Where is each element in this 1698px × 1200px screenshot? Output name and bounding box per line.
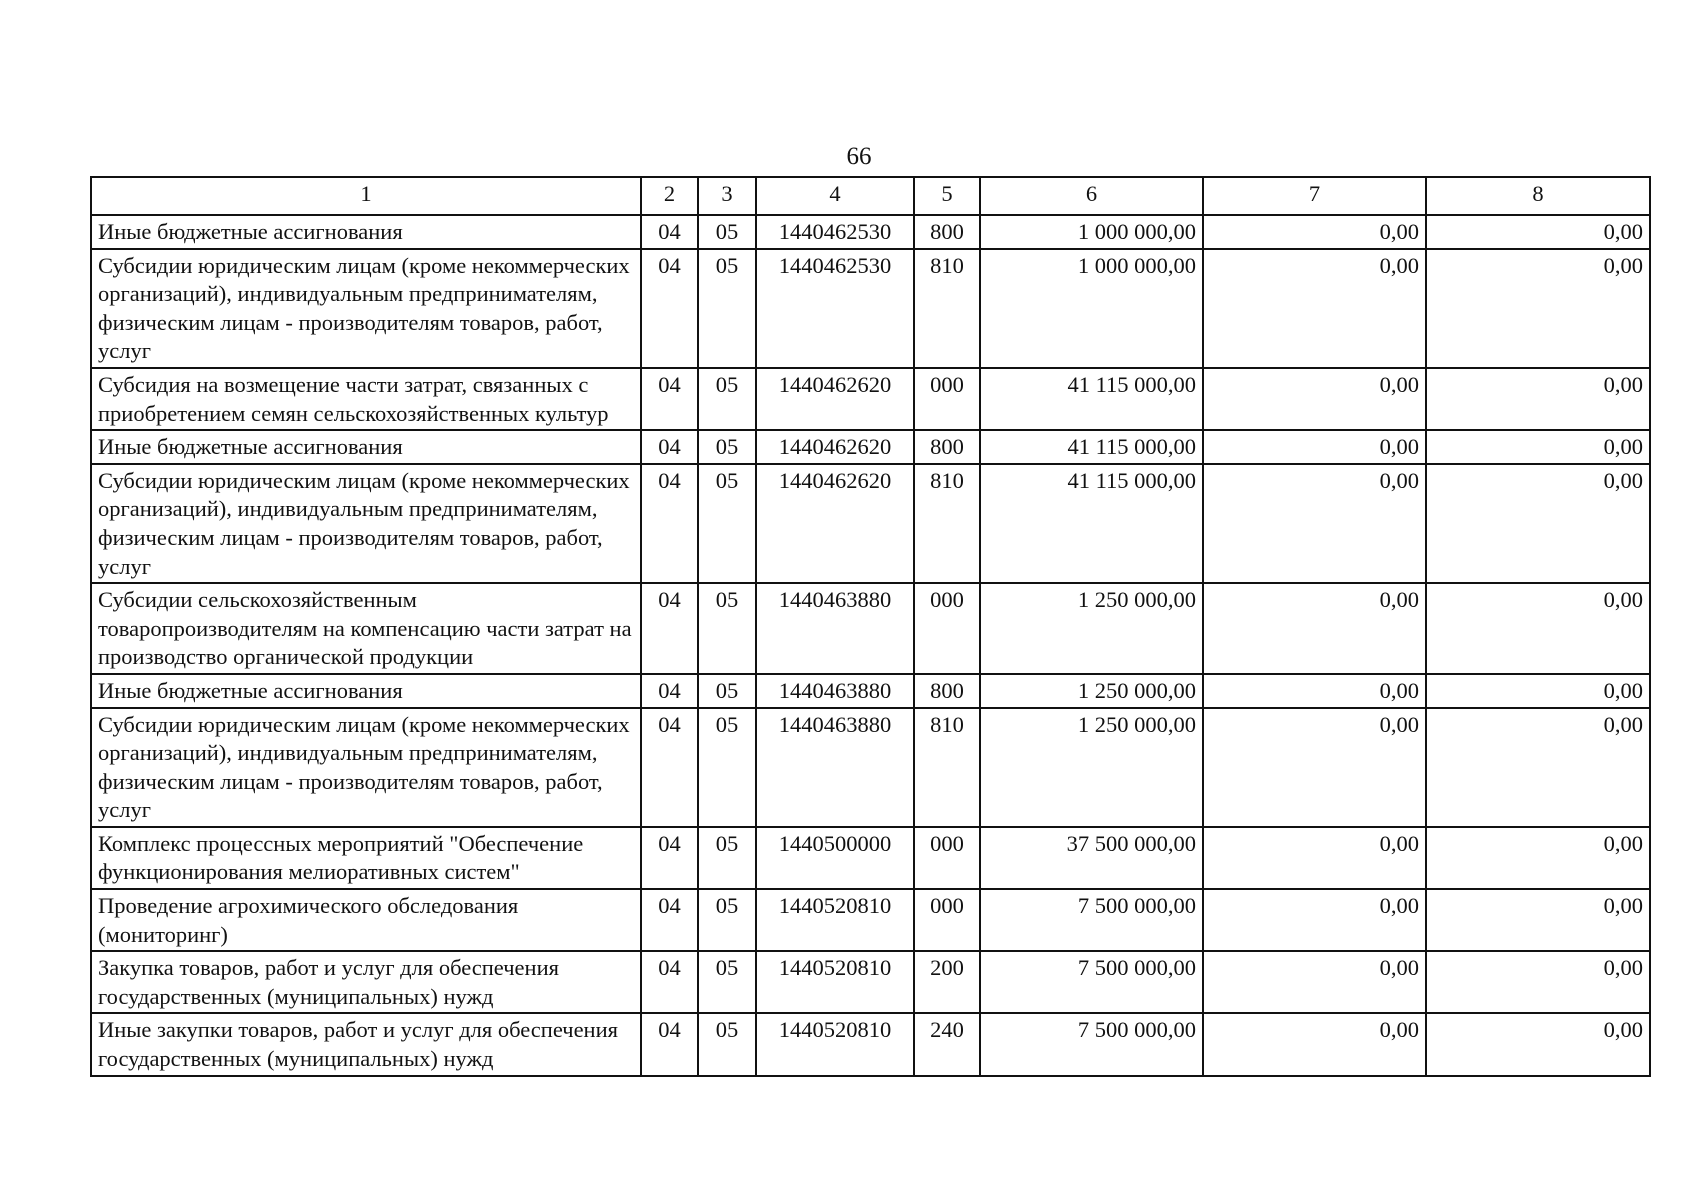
row-name: Иные бюджетные ассигнования xyxy=(91,430,641,464)
table-row xyxy=(91,368,1650,430)
expense-type-code: 000 xyxy=(914,889,980,951)
amount-col6: 1 250 000,00 xyxy=(980,708,1203,827)
target-article-code: 1440463880 xyxy=(756,708,914,827)
amount-col7: 0,00 xyxy=(1203,827,1426,889)
table-row xyxy=(91,464,1650,583)
expense-type-code: 810 xyxy=(914,249,980,368)
target-article-code: 1440462620 xyxy=(756,464,914,583)
amount-col7: 0,00 xyxy=(1203,674,1426,708)
amount-col6: 41 115 000,00 xyxy=(980,368,1203,430)
section-code: 04 xyxy=(641,430,698,464)
subsection-code: 05 xyxy=(698,368,756,430)
target-article-code: 1440520810 xyxy=(756,889,914,951)
section-code: 04 xyxy=(641,368,698,430)
amount-col8: 0,00 xyxy=(1426,215,1650,249)
amount-col6: 1 000 000,00 xyxy=(980,215,1203,249)
expense-type-code: 800 xyxy=(914,674,980,708)
table-row xyxy=(91,215,1650,249)
expense-type-code: 240 xyxy=(914,1013,980,1075)
subsection-code: 05 xyxy=(698,674,756,708)
subsection-code: 05 xyxy=(698,1013,756,1075)
table-row xyxy=(91,708,1650,827)
amount-col8: 0,00 xyxy=(1426,464,1650,583)
expense-type-code: 810 xyxy=(914,464,980,583)
amount-col8: 0,00 xyxy=(1426,951,1650,1013)
section-code: 04 xyxy=(641,1013,698,1075)
amount-col6: 7 500 000,00 xyxy=(980,1013,1203,1075)
section-code: 04 xyxy=(641,708,698,827)
amount-col8: 0,00 xyxy=(1426,889,1650,951)
table-row xyxy=(91,951,1650,1013)
target-article-code: 1440463880 xyxy=(756,674,914,708)
page-number: 66 xyxy=(846,143,872,170)
section-code: 04 xyxy=(641,674,698,708)
target-article-code: 1440462530 xyxy=(756,215,914,249)
amount-col7: 0,00 xyxy=(1203,464,1426,583)
column-header: 3 xyxy=(698,177,756,215)
expense-type-code: 810 xyxy=(914,708,980,827)
amount-col8: 0,00 xyxy=(1426,430,1650,464)
section-code: 04 xyxy=(641,951,698,1013)
target-article-code: 1440462620 xyxy=(756,430,914,464)
column-header: 7 xyxy=(1203,177,1426,215)
amount-col6: 41 115 000,00 xyxy=(980,430,1203,464)
expense-type-code: 800 xyxy=(914,430,980,464)
budget-table xyxy=(90,176,1651,1077)
section-code: 04 xyxy=(641,827,698,889)
column-header: 5 xyxy=(914,177,980,215)
column-header: 2 xyxy=(641,177,698,215)
subsection-code: 05 xyxy=(698,708,756,827)
amount-col6: 7 500 000,00 xyxy=(980,951,1203,1013)
subsection-code: 05 xyxy=(698,215,756,249)
target-article-code: 1440462620 xyxy=(756,368,914,430)
row-name: Субсидии юридическим лицам (кроме некоммерческих организаций), индивидуальным предпринимателям, физическим лицам - производителям товаров, работ, услуг xyxy=(91,249,641,368)
column-header: 6 xyxy=(980,177,1203,215)
row-name: Иные бюджетные ассигнования xyxy=(91,674,641,708)
column-header: 4 xyxy=(756,177,914,215)
target-article-code: 1440520810 xyxy=(756,1013,914,1075)
table-row xyxy=(91,583,1650,674)
row-name: Проведение агрохимического обследования (мониторинг) xyxy=(91,889,641,951)
amount-col8: 0,00 xyxy=(1426,1013,1650,1075)
subsection-code: 05 xyxy=(698,583,756,674)
amount-col8: 0,00 xyxy=(1426,827,1650,889)
amount-col7: 0,00 xyxy=(1203,430,1426,464)
expense-type-code: 000 xyxy=(914,368,980,430)
row-name: Закупка товаров, работ и услуг для обеспечения государственных (муниципальных) нужд xyxy=(91,951,641,1013)
row-name: Субсидии юридическим лицам (кроме некоммерческих организаций), индивидуальным предпринимателям, физическим лицам - производителям товаров, работ, услуг xyxy=(91,708,641,827)
amount-col6: 41 115 000,00 xyxy=(980,464,1203,583)
target-article-code: 1440462530 xyxy=(756,249,914,368)
section-code: 04 xyxy=(641,215,698,249)
subsection-code: 05 xyxy=(698,249,756,368)
amount-col8: 0,00 xyxy=(1426,708,1650,827)
amount-col8: 0,00 xyxy=(1426,583,1650,674)
subsection-code: 05 xyxy=(698,951,756,1013)
amount-col6: 1 000 000,00 xyxy=(980,249,1203,368)
amount-col8: 0,00 xyxy=(1426,368,1650,430)
section-code: 04 xyxy=(641,464,698,583)
target-article-code: 1440500000 xyxy=(756,827,914,889)
amount-col7: 0,00 xyxy=(1203,1013,1426,1075)
row-name: Субсидии сельскохозяйственным товаропроизводителям на компенсацию части затрат на производство органической продукции xyxy=(91,583,641,674)
header-row xyxy=(91,177,1650,215)
subsection-code: 05 xyxy=(698,827,756,889)
row-name: Субсидии юридическим лицам (кроме некоммерческих организаций), индивидуальным предпринимателям, физическим лицам - производителям товаров, работ, услуг xyxy=(91,464,641,583)
subsection-code: 05 xyxy=(698,430,756,464)
amount-col7: 0,00 xyxy=(1203,215,1426,249)
column-header: 1 xyxy=(91,177,641,215)
amount-col6: 37 500 000,00 xyxy=(980,827,1203,889)
amount-col6: 1 250 000,00 xyxy=(980,583,1203,674)
expense-type-code: 800 xyxy=(914,215,980,249)
target-article-code: 1440463880 xyxy=(756,583,914,674)
table-row xyxy=(91,430,1650,464)
table-row xyxy=(91,889,1650,951)
subsection-code: 05 xyxy=(698,889,756,951)
amount-col7: 0,00 xyxy=(1203,889,1426,951)
amount-col6: 7 500 000,00 xyxy=(980,889,1203,951)
amount-col7: 0,00 xyxy=(1203,583,1426,674)
section-code: 04 xyxy=(641,889,698,951)
row-name: Комплекс процессных мероприятий "Обеспечение функционирования мелиоративных систем" xyxy=(91,827,641,889)
table-body xyxy=(91,215,1650,1076)
table-row xyxy=(91,674,1650,708)
amount-col7: 0,00 xyxy=(1203,951,1426,1013)
expense-type-code: 200 xyxy=(914,951,980,1013)
amount-col7: 0,00 xyxy=(1203,368,1426,430)
row-name: Субсидия на возмещение части затрат, связанных с приобретением семян сельскохозяйственных культур xyxy=(91,368,641,430)
amount-col8: 0,00 xyxy=(1426,249,1650,368)
amount-col7: 0,00 xyxy=(1203,708,1426,827)
amount-col7: 0,00 xyxy=(1203,249,1426,368)
target-article-code: 1440520810 xyxy=(756,951,914,1013)
expense-type-code: 000 xyxy=(914,827,980,889)
expense-type-code: 000 xyxy=(914,583,980,674)
amount-col6: 1 250 000,00 xyxy=(980,674,1203,708)
subsection-code: 05 xyxy=(698,464,756,583)
amount-col8: 0,00 xyxy=(1426,674,1650,708)
section-code: 04 xyxy=(641,249,698,368)
row-name: Иные закупки товаров, работ и услуг для обеспечения государственных (муниципальных) нужд xyxy=(91,1013,641,1075)
table-row xyxy=(91,827,1650,889)
table-row xyxy=(91,249,1650,368)
row-name: Иные бюджетные ассигнования xyxy=(91,215,641,249)
table-row xyxy=(91,1013,1650,1075)
column-header: 8 xyxy=(1426,177,1650,215)
section-code: 04 xyxy=(641,583,698,674)
